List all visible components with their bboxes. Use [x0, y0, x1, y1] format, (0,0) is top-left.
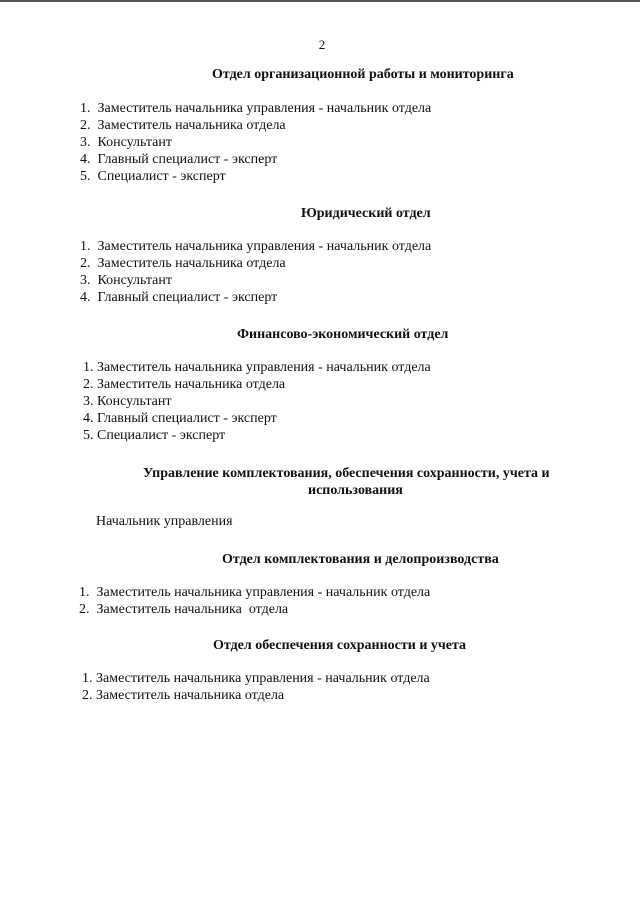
list-item: 1. Заместитель начальника управления - начальник отдела — [79, 585, 431, 600]
list-item: 3. Консультант — [80, 135, 172, 150]
section-heading-acquisition: Отдел комплектования и делопроизводства — [222, 552, 499, 567]
list-item: 3. Консультант — [80, 273, 172, 288]
list-item: 2. Заместитель начальника отдела — [83, 377, 286, 392]
position-list-org-work — [80, 100, 431, 185]
list-item: 2. Заместитель начальника отдела — [82, 688, 285, 703]
section-heading-preservation: Отдел обеспечения сохранности и учета — [213, 638, 467, 653]
list-item: 2. Заместитель начальника отдела — [80, 256, 286, 271]
list-item: 1. Заместитель начальника управления - начальник отдела — [80, 239, 432, 254]
section-heading-directorate-line2: использования — [308, 483, 403, 498]
list-item: 4. Главный специалист - эксперт — [80, 152, 278, 167]
list-item: 2. Заместитель начальника отдела — [80, 118, 286, 133]
list-item: 2. Заместитель начальника отдела — [79, 602, 289, 617]
position-list-acquisition — [79, 584, 430, 618]
position-list-finance — [83, 359, 431, 444]
list-item: 3. Консультант — [83, 394, 172, 409]
list-item: 1. Заместитель начальника управления - начальник отдела — [82, 671, 430, 686]
section-heading-finance: Финансово-экономический отдел — [237, 327, 449, 342]
list-item: 5. Специалист - эксперт — [83, 428, 226, 443]
list-item: 5. Специалист - эксперт — [80, 169, 226, 184]
scan-top-edge — [0, 0, 640, 2]
directorate-head-position: Начальник управления — [96, 514, 233, 529]
section-heading-legal: Юридический отдел — [301, 206, 431, 221]
list-item: 1. Заместитель начальника управления - начальник отдела — [80, 101, 432, 116]
section-heading-directorate-line1: Управление комплектования, обеспечения сохранности, учета и — [143, 466, 550, 481]
section-heading-org-work: Отдел организационной работы и мониторинга — [212, 67, 514, 82]
position-list-preservation — [82, 670, 430, 704]
page-number: 2 — [318, 37, 326, 52]
list-item: 4. Главный специалист - эксперт — [80, 290, 278, 305]
list-item: 4. Главный специалист - эксперт — [83, 411, 277, 426]
position-list-legal — [80, 238, 431, 306]
list-item: 1. Заместитель начальника управления - начальник отдела — [83, 360, 431, 375]
